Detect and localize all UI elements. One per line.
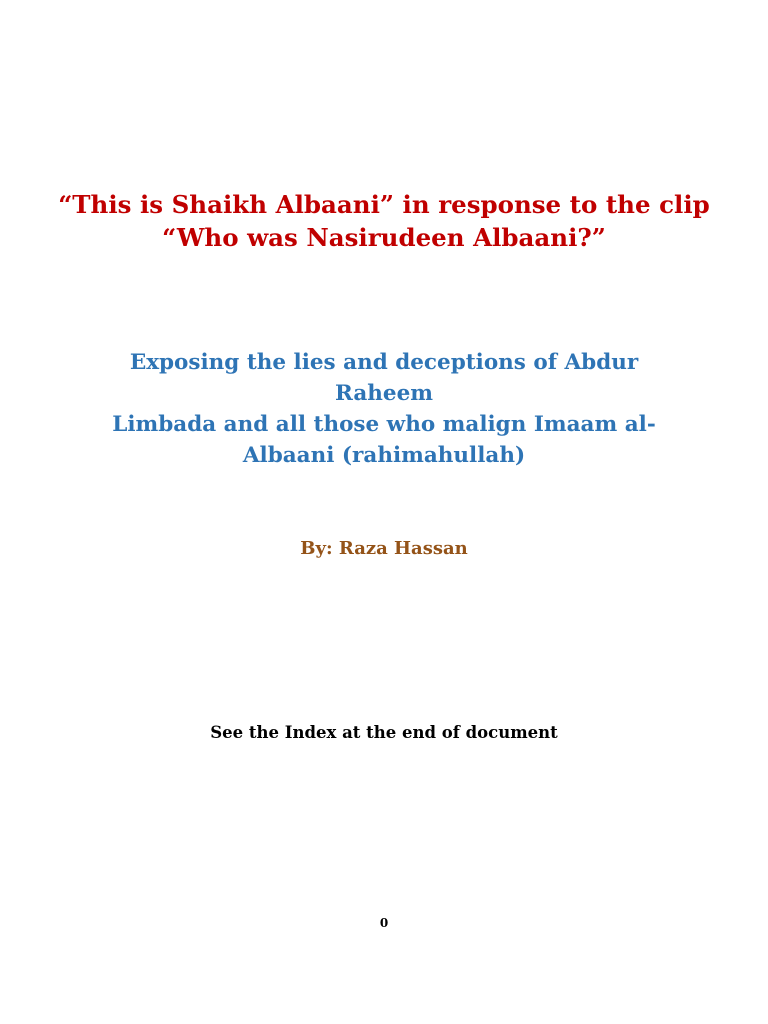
subtitle-line-2: Limbada and all those who malign Imaam al- — [112, 412, 656, 437]
document-title — [0, 188, 768, 254]
subtitle-line-3: Albaani (rahimahullah) — [242, 443, 526, 468]
index-note: See the Index at the end of document — [210, 723, 558, 742]
author-line: By: Raza Hassan — [300, 538, 468, 559]
page-number: 0 — [379, 916, 389, 930]
title-line-1: “This is Shaikh Albaani” in response to the clip — [58, 190, 710, 219]
document-subtitle — [84, 347, 684, 471]
subtitle-line-1: Exposing the lies and deceptions of Abdur Raheem — [129, 350, 639, 406]
title-line-2: “Who was Nasirudeen Albaani?” — [162, 223, 606, 252]
